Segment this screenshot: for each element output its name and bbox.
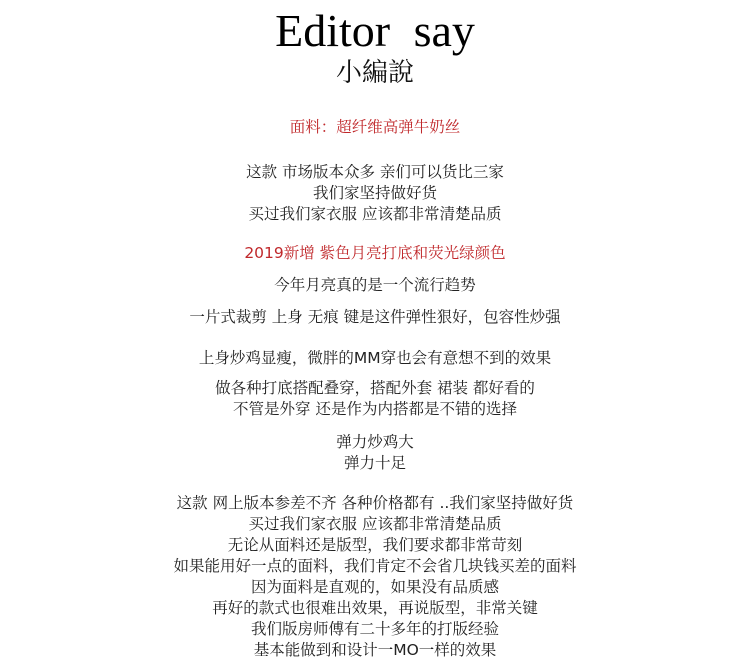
layering-paragraph: [0, 378, 750, 420]
new-colors-text: 2019新增 紫色月亮打底和荧光绿颜色: [244, 244, 506, 262]
trend-line: [0, 275, 750, 296]
quality-line-8: 基本能做到和设计一MO一样的效果: [253, 641, 497, 659]
intro-paragraph: [0, 162, 750, 225]
elastic-line-1: 弹力炒鸡大: [336, 433, 414, 451]
fabric-line: [0, 117, 750, 138]
slimming-text: 上身炒鸡显瘦，微胖的MM穿也会有意想不到的效果: [198, 349, 552, 367]
cutting-line: [0, 307, 750, 328]
layering-line-1: 做各种打底搭配叠穿，搭配外套 裙装 都好看的: [215, 379, 535, 397]
intro-line-2: 我们家坚持做好货: [312, 184, 437, 202]
new-colors-line: [0, 243, 750, 264]
quality-line-6: 再好的款式也很难出效果，再说版型，非常关键: [212, 599, 538, 617]
quality-line-4: 如果能用好一点的面料，我们肯定不会省几块钱买差的面料: [173, 557, 577, 575]
cutting-text: 一片式裁剪 上身 无痕 键是这件弹性狠好，包容性炒强: [189, 308, 561, 326]
quality-line-2: 买过我们家衣服 应该都非常清楚品质: [248, 515, 502, 533]
intro-line-1: 这款 市场版本众多 亲们可以货比三家: [246, 163, 504, 181]
elastic-paragraph: [0, 432, 750, 474]
slimming-line: [0, 348, 750, 369]
quality-line-7: 我们版房师傅有二十多年的打版经验: [250, 620, 499, 638]
intro-line-3: 买过我们家衣服 应该都非常清楚品质: [248, 205, 502, 223]
quality-line-1: 这款 网上版本参差不齐 各种价格都有 ..我们家坚持做好货: [176, 494, 574, 512]
quality-line-5: 因为面料是直观的，如果没有品质感: [250, 578, 499, 596]
layering-line-2: 不管是外穿 还是作为内搭都是不错的选择: [233, 400, 517, 418]
quality-paragraph: [0, 493, 750, 661]
quality-line-3: 无论从面料还是版型，我们要求都非常苛刻: [227, 536, 523, 554]
fabric-text: 面料：超纤维高弹牛奶丝: [289, 118, 461, 136]
editor-say-subtitle: 小編說: [335, 58, 414, 88]
elastic-line-2: 弹力十足: [343, 454, 406, 472]
trend-text: 今年月亮真的是一个流行趋势: [274, 276, 476, 294]
editor-say-title: Editor say: [275, 5, 475, 56]
